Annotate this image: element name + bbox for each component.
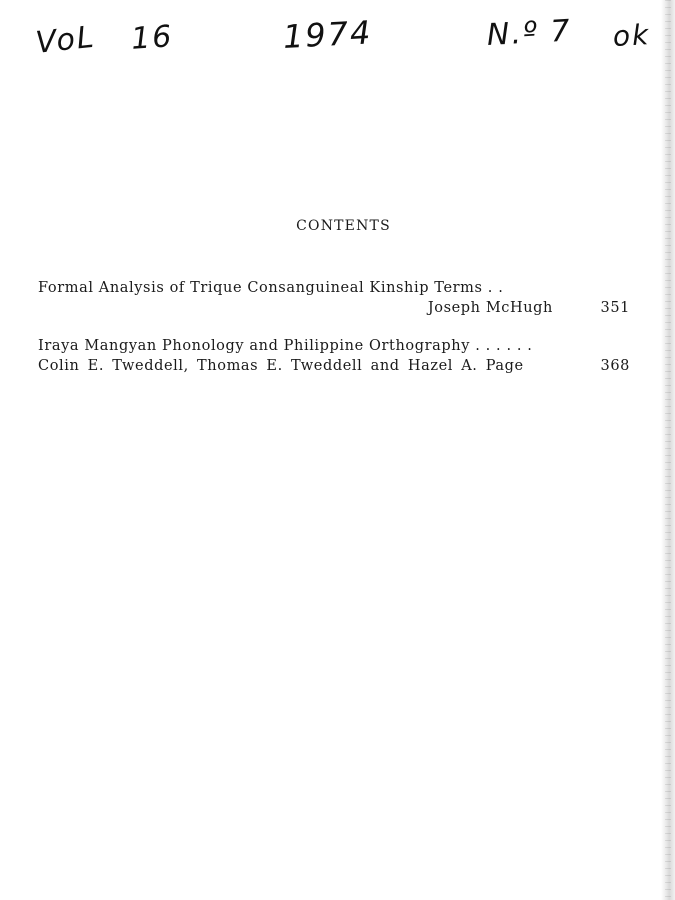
entry-title: Formal Analysis of Trique Consanguineal Kinship Terms . .	[38, 280, 504, 296]
handwritten-volume-label: VoL	[34, 19, 98, 61]
entry-author-line	[38, 298, 638, 318]
entry-page-number: 368	[600, 358, 630, 374]
handwritten-year: 1974	[282, 13, 374, 56]
contents-heading: CONTENTS	[296, 218, 391, 234]
handwritten-annotation	[0, 0, 675, 100]
entry-title-line	[38, 336, 638, 356]
contents-entry	[38, 336, 638, 376]
entry-author-line	[38, 356, 638, 376]
contents-entry	[38, 278, 638, 318]
entry-title-line	[38, 278, 638, 298]
entry-title: Iraya Mangyan Phonology and Philippine Orthography . . . . . .	[38, 338, 533, 354]
entry-page-number: 351	[600, 300, 630, 316]
handwritten-issue-number: N.º 7	[486, 13, 573, 53]
entry-authors: Colin E. Tweddell, Thomas E. Tweddell and Hazel A. Page	[38, 358, 524, 374]
scan-edge-speckle	[665, 0, 671, 900]
handwritten-status: ok	[612, 18, 652, 53]
entry-authors: Joseph McHugh	[427, 300, 553, 316]
handwritten-volume-number: 16	[130, 19, 175, 57]
